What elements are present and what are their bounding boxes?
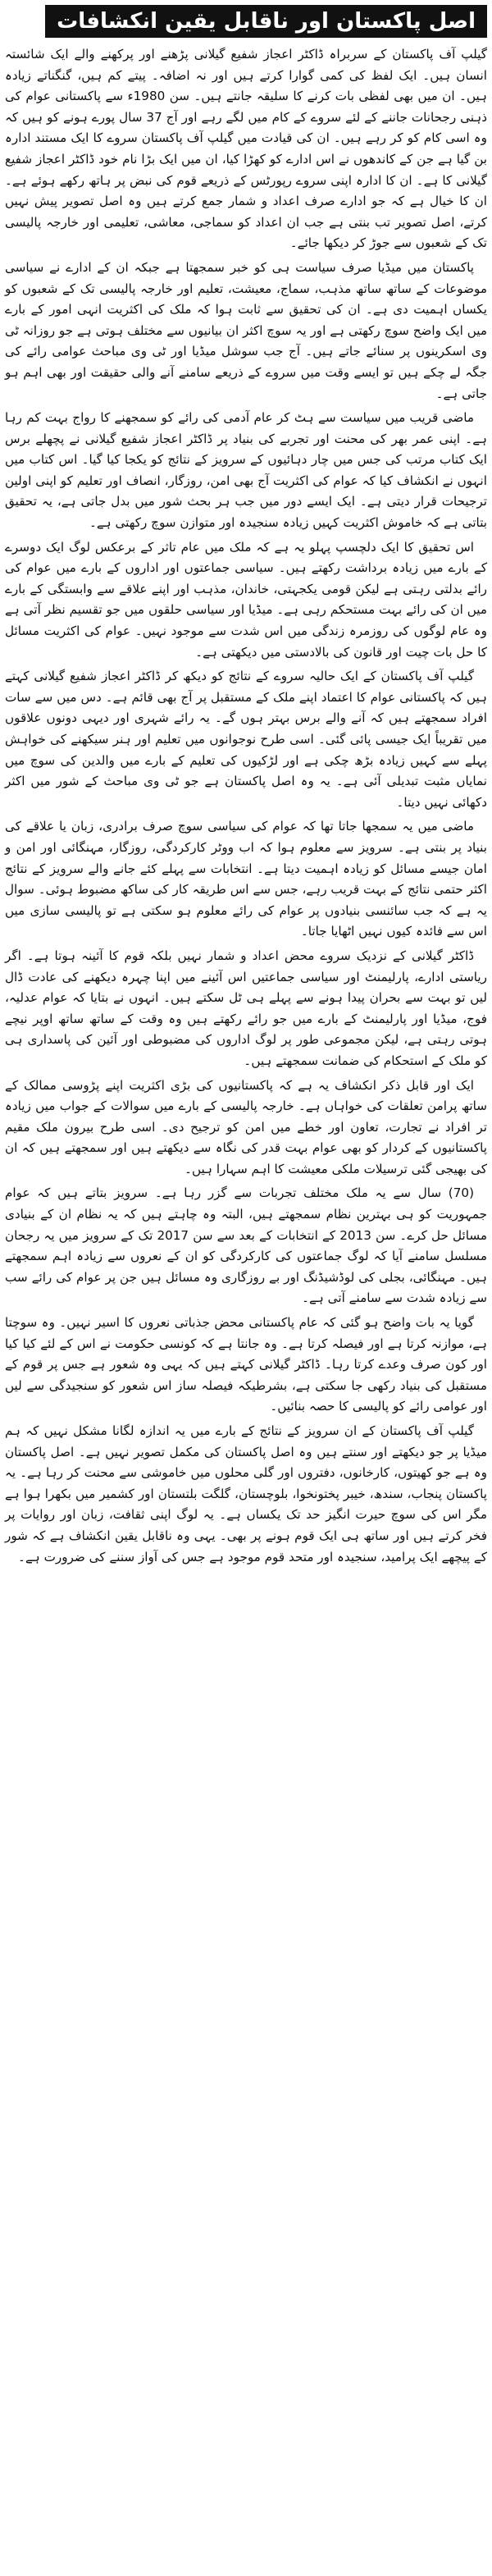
article-paragraph: گیلپ آف پاکستان کے ان سرویز کے نتائج کے بارے میں یہ اندازہ لگانا مشکل نہیں کہ ہم میڈیا پر جو دیکھتے اور سنتے ہیں وہ اصل پاکستان کی مکمل تصویر نہیں ہے۔ اصل پاکستان وہ ہے جو کھیتوں، کارخانوں، دفتروں اور گلی محلوں میں خاموشی سے محنت کر رہا ہے۔ یہ پاکستان پنجاب، سندھ، خیبر پختونخوا، بلوچستان، گلگت بلتستان اور کشمیر میں بکھرا ہوا ہے مگر اس کی سوچ حیرت انگیز حد تک یکساں ہے۔ یہ لوگ اپنی ثقافت، زبان اور روایات پر فخر کرتے ہیں اور ساتھ ہی ایک قوم ہونے پر بھی۔ یہی وہ ناقابل یقین انکشاف ہے کہ شور کے پیچھے ایک پرامید، سنجیدہ اور متحد قوم موجود ہے جس کی آواز سننے کی ضرورت ہے۔ — [5, 1423, 487, 1564]
article-body — [5, 44, 487, 1568]
article-paragraph: ماضی قریب میں سیاست سے ہٹ کر عام آدمی کی رائے کو سمجھنے کا رواج بہت کم رہا ہے۔ اپنی عمر بھر کی محنت اور تجربے کی بنیاد پر ڈاکٹر اعجاز شفیع گیلانی نے پچھلے برس ایک کتاب مرتب کی جس میں چار دہائیوں کے سرویز کے نتائج کو یکجا کیا گیا۔ اس کتاب میں انہوں نے انکشاف کیا کہ عوام کی اکثریت آج بھی امن، روزگار، انصاف اور تعلیم کو اپنی اولین ترجیحات قرار دیتی ہے۔ ایک ایسے دور میں جب ہر بحث شور میں بدل جاتی ہے، یہ تحقیق بتاتی ہے کہ خاموش اکثریت کہیں زیادہ سنجیدہ اور متوازن سوچ رکھتی ہے۔ — [5, 410, 487, 531]
headline-bar — [5, 5, 487, 38]
article-paragraph: ایک اور قابل ذکر انکشاف یہ ہے کہ پاکستانیوں کی بڑی اکثریت اپنے پڑوسی ممالک کے ساتھ پرامن تعلقات کی خواہاں ہے۔ خارجہ پالیسی کے بارے میں سوالات کے جواب میں زیادہ تر افراد نے تجارت، تعاون اور خطے میں امن کو ترجیح دی۔ اسی طرح بیرون ملک مقیم پاکستانیوں کے کردار کو بھی عوام بہت قدر کی نگاہ سے دیکھتے ہیں اور سمجھتے ہیں کہ ان کی بھیجی گئی ترسیلات ملکی معیشت کا اہم سہارا ہیں۔ — [5, 1077, 487, 1176]
article-paragraph: ڈاکٹر گیلانی کے نزدیک سروے محض اعداد و شمار نہیں بلکہ قوم کا آئینہ ہوتا ہے۔ اگر ریاستی ادارے، پارلیمنٹ اور سیاسی جماعتیں اس آئینے میں اپنا چہرہ دیکھنے کی عادت ڈال لیں تو بہت سے بحران پیدا ہونے سے پہلے ہی ٹل سکتے ہیں۔ انہوں نے بتایا کہ عوام عدلیہ، فوج، میڈیا اور پارلیمنٹ کے بارے میں جو رائے رکھتے ہیں وہ وقت کے ساتھ ساتھ اوپر نیچے ہوتی رہتی ہے، لیکن مجموعی طور پر لوگ اداروں کی مضبوطی اور آئین کی پاسداری ہی کو ملک کے استحکام کی ضمانت سمجھتے ہیں۔ — [5, 948, 487, 1068]
article-paragraph: اس تحقیق کا ایک دلچسپ پہلو یہ ہے کہ ملک میں عام تاثر کے برعکس لوگ ایک دوسرے کے بارے میں زیادہ برداشت رکھتے ہیں۔ سیاسی جماعتوں اور اداروں کے بارے میں عوام کی رائے بدلتی رہتی ہے لیکن قومی یکجہتی، خاندان، مذہب اور اپنے علاقے سے وابستگی کے بارے میں ان کی رائے بہت مستحکم رہی ہے۔ میڈیا اور سیاسی حلقوں میں جو تقسیم نظر آتی ہے وہ عام لوگوں کی روزمرہ زندگی میں اس شدت سے موجود نہیں۔ عوام کی اکثریت مسائل کا حل بات چیت اور قانون کی بالادستی میں دیکھتی ہے۔ — [5, 539, 487, 660]
article-paragraph: (70) سال سے یہ ملک مختلف تجربات سے گزر رہا ہے۔ سرویز بتاتے ہیں کہ عوام جمہوریت کو ہی بہترین نظام سمجھتے ہیں، البتہ وہ چاہتے ہیں کہ یہ نظام ان کے بنیادی مسائل حل کرے۔ سن 2013 کے انتخابات کے بعد سے سن 2017 تک کے سرویز میں یہ رجحان مسلسل سامنے آیا کہ لوگ جماعتوں کی کارکردگی کو ان کے نعروں سے زیادہ اہم سمجھتے ہیں۔ مہنگائی، بجلی کی لوڈشیڈنگ اور بے روزگاری وہ مسائل ہیں جن پر عوام کی رائے سب سے زیادہ شدت سے سامنے آتی ہے۔ — [5, 1185, 488, 1306]
article-paragraph: ماضی میں یہ سمجھا جاتا تھا کہ عوام کی سیاسی سوچ صرف برادری، زبان یا علاقے کی بنیاد پر بنتی ہے۔ سرویز سے معلوم ہوا کہ اب ووٹر کارکردگی، روزگار، مہنگائی اور امن و امان جیسے مسائل کو زیادہ اہمیت دیتا ہے۔ انتخابات سے پہلے کئے جانے والے سرویز کے نتائج اکثر حتمی نتائج کے بہت قریب رہے، جس سے اس طریقہ کار کی ساکھ مضبوط ہوئی۔ سوال یہ ہے کہ جب سائنسی بنیادوں پر عوام کی رائے معلوم ہو سکتی ہے تو پالیسی سازی میں اس سے فائدہ کیوں نہیں اٹھایا جاتا۔ — [5, 819, 487, 939]
article-paragraph: گیلپ آف پاکستان کے سربراہ ڈاکٹر اعجاز شفیع گیلانی پڑھنے اور پرکھنے والے ایک شائستہ انسان ہیں۔ ایک لفظ کی کمی گوارا کرتے ہیں اور نہ اضافہ۔ پیتے کم ہیں، گنگناتے زیادہ ہیں۔ ان میں بھی لفظی بات کرنے کا سلیقہ جانتے ہیں۔ سن 1980ء سے پاکستانی عوام کی ذہنی رجحانات جاننے کے لئے سروے کے کام میں لگے رہے اور آج 37 سال پورے ہونے کو ہیں کہ وہ اسی کام کو کر رہے ہیں۔ ان کی قیادت میں گیلپ آف پاکستان سروے کا ایک مستند ادارہ بن گیا ہے جن کے کاندھوں نے اس ادارے کو کھڑا کیا، ان میں ایک بڑا نام خود ڈاکٹر اعجاز شفیع گیلانی کا ہے۔ ان کا ادارہ اپنی سروے رپورٹس کے ذریعے قوم کی نبض پر ہاتھ رکھے ہوئے ہے۔ ان کا خیال ہے کہ جو ادارے صرف اعداد و شمار جمع کرتے ہیں وہ اصل تصویر پیش نہیں کرتے، اصل تصویر تب بنتی ہے جب ان اعداد کو سماجی، معاشی، تعلیمی اور خارجہ پالیسی تک کے شعبوں سے جوڑ کر دیکھا جائے۔ — [5, 47, 487, 251]
article-paragraph: گویا یہ بات واضح ہو گئی کہ عام پاکستانی محض جذباتی نعروں کا اسیر نہیں۔ وہ سوچتا ہے، موازنہ کرتا ہے اور فیصلہ کرتا ہے۔ وہ جانتا ہے کہ کونسی حکومت نے اس کے لئے کیا کیا اور کون صرف وعدے کرتا رہا۔ ڈاکٹر گیلانی کہتے ہیں کہ یہی وہ شعور ہے جس پر قوم کے مستقبل کی بنیاد رکھی جا سکتی ہے، بشرطیکہ فیصلہ ساز اس شعور کو سنجیدگی سے لیں اور عوامی رائے کو پالیسی کا حصہ بنائیں۔ — [5, 1315, 487, 1414]
article-paragraph: پاکستان میں میڈیا صرف سیاست ہی کو خبر سمجھتا ہے جبکہ ان کے ادارے نے سیاسی موضوعات کے ساتھ ساتھ مذہب، سماج، معیشت، تعلیم اور خارجہ پالیسی تک کے شعبوں کو یکساں اہمیت دی ہے۔ ان کی تحقیق سے ثابت ہوا کہ ملک کی اکثریت انہی امور کے بارے میں ایک واضح سوچ رکھتی ہے اور یہ سوچ اکثر ان بیانیوں سے مختلف ہوتی ہے جو روزانہ ٹی وی اسکرینوں پر سنائے جاتے ہیں۔ آج جب سوشل میڈیا اور ٹی وی مباحث عوامی رائے کی جگہ لے چکے ہیں تو ایسے وقت میں سروے کے ذریعے سامنے آنے والی حقیقت اور بھی اہم ہو جاتی ہے۔ — [5, 259, 487, 401]
article-paragraph: گیلپ آف پاکستان کے ایک حالیہ سروے کے نتائج کو دیکھ کر ڈاکٹر اعجاز شفیع گیلانی کہتے ہیں کہ پاکستانی عوام کا اعتماد اپنے ملک کے مستقبل پر آج بھی قائم ہے۔ دس میں سے سات افراد سمجھتے ہیں کہ آنے والے برس بہتر ہوں گے۔ یہ رائے شہری اور دیہی دونوں علاقوں میں تقریباً ایک جیسی پائی گئی۔ اسی طرح نوجوانوں میں تعلیم اور ہنر سیکھنے کی خواہش پہلے سے کہیں زیادہ بڑھ چکی ہے اور لڑکیوں کی تعلیم کے بارے میں والدین کی سوچ میں نمایاں مثبت تبدیلی آئی ہے۔ یہ وہ اصل پاکستان ہے جو ٹی وی مباحث کے شور میں اکثر دکھائی نہیں دیتا۔ — [5, 669, 487, 810]
headline: اصل پاکستان اور ناقابل یقین انکشافات — [45, 5, 487, 38]
